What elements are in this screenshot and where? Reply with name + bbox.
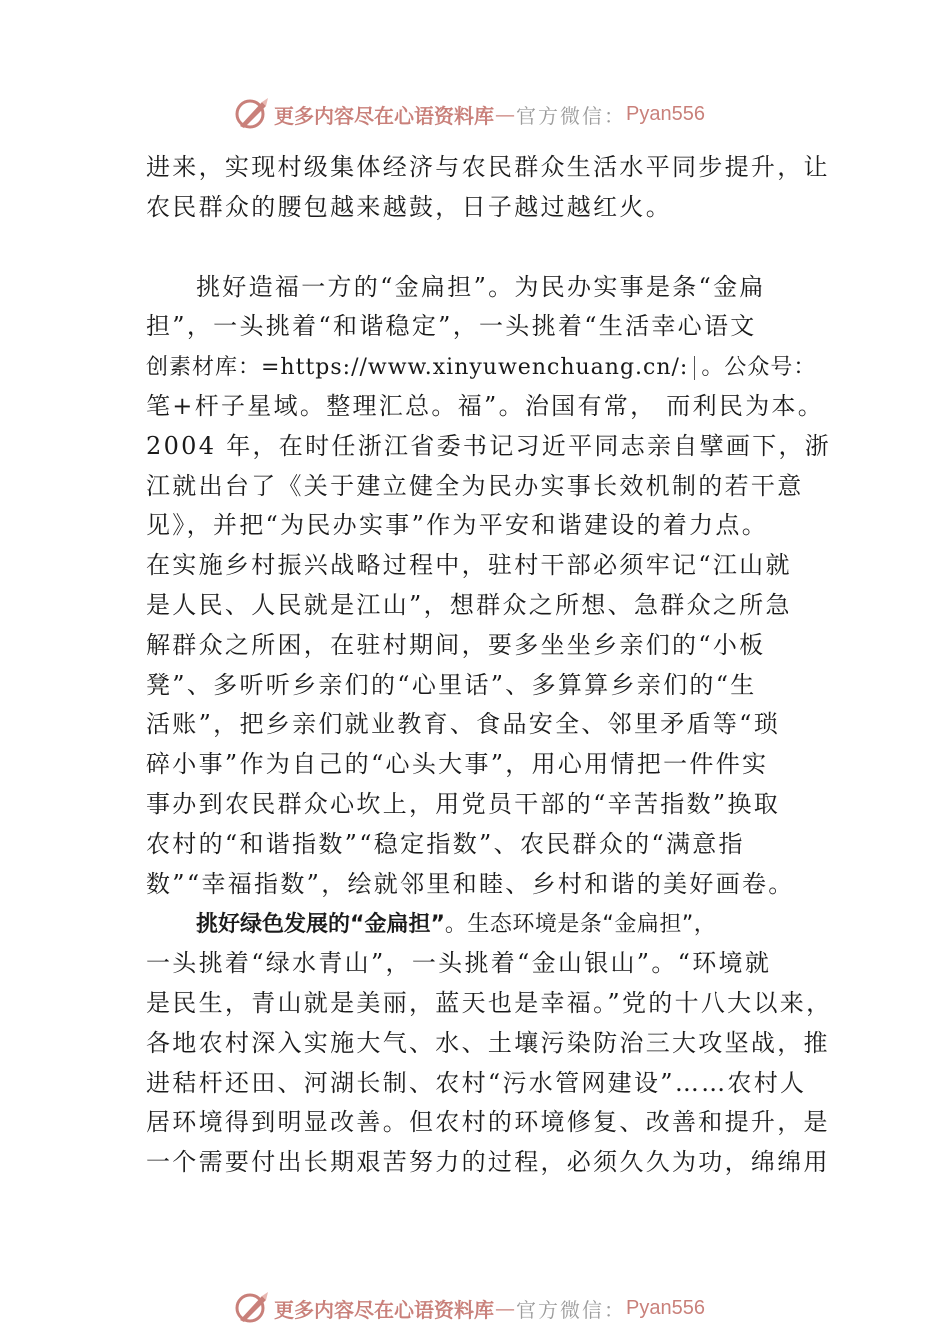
text-line: 进秸杆还田、河湖长制、农村“污水管网建设”……农村人 xyxy=(146,1068,807,1097)
text-line: 一头挑着“绿水青山”，一头挑着“金山银山”。“环境就 xyxy=(146,949,772,978)
text-line: 数”“幸福指数”，绘就邻里和睦、乡村和谐的美好画卷。 xyxy=(146,869,795,898)
inline-url-text: 创素材库：=https://www.xinyuwenchuang.cn/: xyxy=(146,355,689,381)
banner-wechat-id: Pyan556 xyxy=(626,1296,705,1319)
banner-wechat-id: Pyan556 xyxy=(626,102,705,125)
text-line: 一个需要付出长期艰苦努力的过程，必须久久为功，绵绵用 xyxy=(146,1148,830,1177)
text-line: 活账”，把乡亲们就业教育、食品安全、邻里矛盾等“琐 xyxy=(146,710,781,739)
text-cursor xyxy=(694,356,695,380)
pen-logo-icon xyxy=(232,94,272,134)
banner-title: 更多内容尽在心语资料库 xyxy=(274,1297,494,1322)
text-line: 在实施乡村振兴战略过程中，驻村干部必须牢记“江山就 xyxy=(146,551,792,580)
text-line-section-lead xyxy=(146,904,826,944)
text-line: 是民生，青山就是美丽，蓝天也是幸福。”党的十八大以来， xyxy=(146,988,833,1017)
banner-wechat-label: 官方微信： xyxy=(516,1297,626,1322)
text-line: 农民群众的腰包越来越鼓，日子越过越红火。 xyxy=(146,192,672,221)
section-heading: 挑好绿色发展的“金扁担” xyxy=(196,912,445,938)
text-line: 解群众之所困，在驻村期间，要多坐坐乡亲们的“小板 xyxy=(146,630,766,659)
text-line: 江就出台了《关于建立健全为民办实事长效机制的若干意 xyxy=(146,471,804,500)
text-line: 农村的“和谐指数”“稳定指数”、农民群众的“满意指 xyxy=(146,829,745,858)
text-line-with-link xyxy=(146,347,826,387)
pen-logo-icon xyxy=(232,1288,272,1328)
page-footer-banner xyxy=(232,1288,752,1328)
text-line: 担”，一头挑着“和谐稳定”，一头挑着“生活幸心语文 xyxy=(146,312,757,341)
page-header-banner xyxy=(232,94,752,134)
banner-title: 更多内容尽在心语资料库 xyxy=(274,103,494,128)
banner-dash: — xyxy=(495,102,515,126)
banner-wechat-label: 官方微信： xyxy=(516,103,626,128)
text-line: 进来，实现村级集体经济与农民群众生活水平同步提升，让 xyxy=(146,153,830,181)
text-line: 居环境得到明显改善。但农村的环境修复、改善和提升，是 xyxy=(146,1108,830,1137)
document-body xyxy=(146,148,833,1183)
text-line: 事办到农民群众心坎上，用党员干部的“辛苦指数”换取 xyxy=(146,789,781,818)
inline-text: 。公众号： xyxy=(701,355,817,381)
banner-dash: — xyxy=(495,1296,515,1320)
inline-text: 。生态环境是条“金扁担”， xyxy=(444,912,717,938)
text-line: 各地农村深入实施大气、水、土壤污染防治三大攻坚战，推 xyxy=(146,1028,830,1057)
text-line: 是人民、人民就是江山”，想群众之所想、急群众之所急 xyxy=(146,590,792,619)
text-line: 笔+杆子星域。整理汇总。福”。治国有常， 而利民为本。 xyxy=(146,391,825,420)
paragraph-gap xyxy=(146,228,826,268)
text-line: 见》，并把“为民办实事”作为平安和谐建设的着力点。 xyxy=(146,511,769,540)
text-line: 挑好造福一方的“金扁担”。为民办实事是条“金扁 xyxy=(196,272,766,301)
text-line: 凳”、多听听乡亲们的“心里话”、多算算乡亲们的“生 xyxy=(146,670,757,699)
text-line: 碎小事”作为自己的“心头大事”，用心用情把一件件实 xyxy=(146,750,769,779)
text-line: 2004 年，在时任浙江省委书记习近平同志亲自擘画下，浙 xyxy=(146,431,832,460)
